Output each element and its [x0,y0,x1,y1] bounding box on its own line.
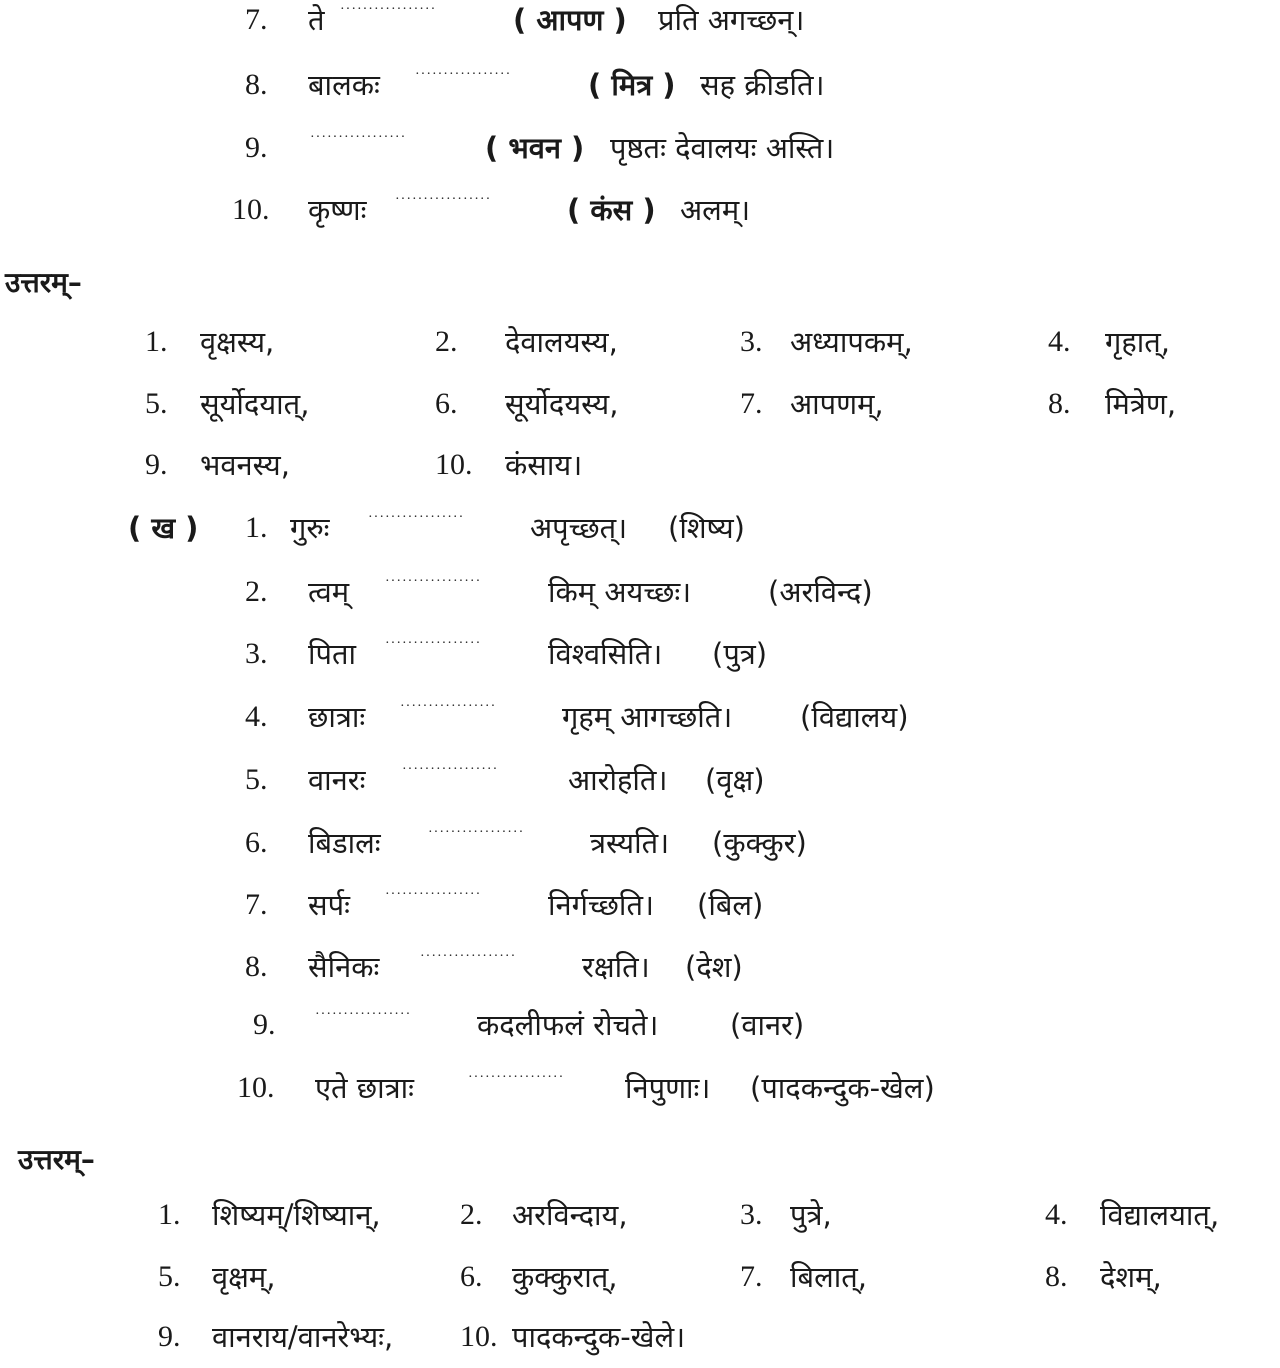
question-text: विश्वसिति। [548,637,663,671]
question-text: पृष्ठतः देवालयः अस्ति। [610,131,835,165]
question-text: बालकः [308,68,380,102]
answer-number: 3. [740,1198,763,1231]
question-hint: (वानर) [730,1008,805,1042]
blank-dots: ················· [428,825,525,840]
question-number: 9. [245,131,268,164]
question-text: निपुणाः। [625,1071,711,1105]
question-hint: (शिष्य) [668,511,745,545]
answer-text: अरविन्दाय, [512,1198,628,1232]
question-text: पिता [308,637,357,671]
answer-text: सूर्योदयात्, [200,387,310,421]
answer-number: 9. [158,1320,181,1353]
question-text: गुरुः [290,511,330,545]
answer-text: आपणम्, [790,387,884,421]
question-number: 1. [245,511,268,544]
question-text: कृष्णः [308,193,367,227]
question-number: 8. [245,68,268,101]
answer-heading: उत्तरम्– [5,266,82,299]
answer-text: भवनस्य, [200,448,290,482]
question-text: छात्राः [308,700,366,734]
answer-text: कंसाय। [505,448,583,482]
answer-text: वृक्षम्, [212,1260,276,1294]
question-text: गृहम् आगच्छति। [562,700,733,734]
answer-number: 2. [460,1198,483,1231]
question-hint: (पुत्र) [712,637,768,671]
question-text: सैनिकः [308,950,380,984]
question-number: 6. [245,826,268,859]
answer-text: अध्यापकम्, [790,325,913,359]
blank-dots: ················· [395,192,492,207]
question-text: ते [308,3,325,37]
answer-text: शिष्यम्/शिष्यान्, [212,1198,381,1232]
question-text: सर्पः [308,888,350,922]
blank-dots: ················· [402,762,499,777]
answer-number: 8. [1045,1260,1068,1293]
question-text: वानरः [308,763,366,797]
question-number: 10. [232,193,270,226]
question-text: किम् अयच्छः। [548,575,692,609]
answer-text: गृहात्, [1105,325,1170,359]
question-hint: (अरविन्द) [768,575,873,609]
blank-dots: ················· [385,574,482,589]
question-hint: (कुक्कुर) [712,826,807,860]
question-hint: ( कंस ) [567,193,656,227]
question-text: आरोहति। [568,763,668,797]
answer-text: वानराय/वानरेभ्यः, [212,1320,394,1354]
answer-text: पुत्रे, [790,1198,832,1232]
question-text: रक्षति। [582,950,650,984]
answer-number: 8. [1048,387,1071,420]
blank-dots: ················· [400,699,497,714]
question-text: अलम्। [680,193,751,227]
answer-number: 7. [740,1260,763,1293]
section-label: ( ख ) [128,511,199,545]
question-number: 10. [237,1071,275,1104]
answer-number: 4. [1048,325,1071,358]
blank-dots: ················· [385,636,482,651]
question-text: सह क्रीडति। [700,68,825,102]
answer-number: 5. [158,1260,181,1293]
question-text: एते छात्राः [315,1071,415,1105]
question-number: 4. [245,700,268,733]
question-number: 7. [245,888,268,921]
answer-text: कुक्कुरात्, [512,1260,618,1294]
answer-number: 10. [435,448,473,481]
answer-number: 7. [740,387,763,420]
answer-text: वृक्षस्य, [200,325,275,359]
question-text: बिडालः [308,826,381,860]
blank-dots: ················· [310,130,407,145]
question-text: अपृच्छत्। [530,511,628,545]
blank-dots: ················· [368,510,465,525]
answer-text: देवालयस्य, [505,325,618,359]
question-number: 3. [245,637,268,670]
answer-number: 5. [145,387,168,420]
blank-dots: ················· [420,949,517,964]
question-number: 8. [245,950,268,983]
question-number: 7. [245,3,268,36]
question-text: त्वम् [308,575,350,609]
answer-number: 1. [158,1198,181,1231]
question-text: प्रति अगच्छन्। [658,3,805,37]
question-hint: (वृक्ष) [705,763,765,797]
answer-number: 4. [1045,1198,1068,1231]
question-number: 9. [253,1008,276,1041]
question-hint: (देश) [685,950,743,984]
answer-number: 6. [460,1260,483,1293]
blank-dots: ················· [468,1070,565,1085]
question-text: त्रस्यति। [590,826,670,860]
question-hint: ( भवन ) [485,131,585,165]
question-number: 5. [245,763,268,796]
answer-text: बिलात्, [790,1260,867,1294]
question-text: कदलीफलं रोचते। [477,1008,659,1042]
answer-number: 2. [435,325,458,358]
blank-dots: ················· [315,1007,412,1022]
answer-number: 9. [145,448,168,481]
question-hint: ( आपण ) [513,3,627,37]
blank-dots: ················· [340,2,437,17]
answer-heading: उत्तरम्– [18,1143,95,1176]
question-hint: (पादकन्दुक-खेल) [750,1071,935,1105]
answer-number: 6. [435,387,458,420]
question-number: 2. [245,575,268,608]
question-hint: ( मित्र ) [588,68,676,102]
answer-text: मित्रेण, [1105,387,1177,421]
question-hint: (विद्यालय) [800,700,909,734]
answer-text: सूर्योदयस्य, [505,387,619,421]
answer-number: 1. [145,325,168,358]
answer-number: 10. [460,1320,498,1353]
answer-text: देशम्, [1100,1260,1162,1294]
answer-text: पादकन्दुक-खेले। [512,1320,686,1354]
blank-dots: ················· [385,887,482,902]
question-text: निर्गच्छति। [548,888,654,922]
answer-number: 3. [740,325,763,358]
blank-dots: ················· [415,67,512,82]
answer-text: विद्यालयात्, [1100,1198,1220,1232]
question-hint: (बिल) [697,888,764,922]
